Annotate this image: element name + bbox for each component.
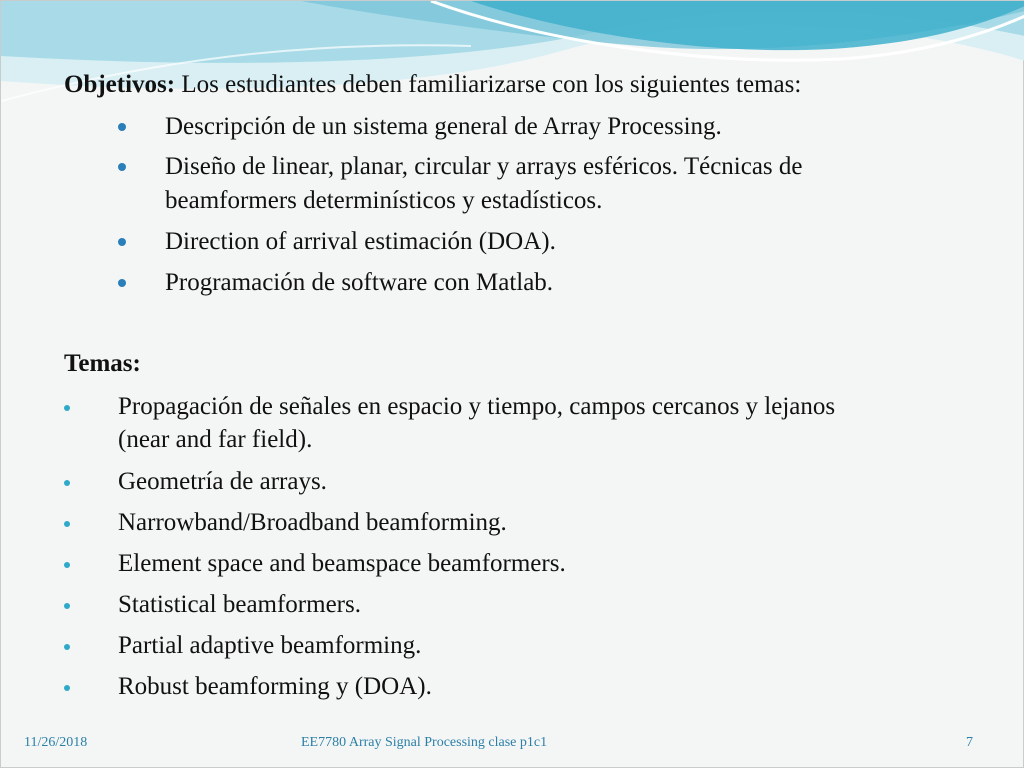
bullet-icon [64, 644, 70, 650]
topic-item: Propagación de señales en espacio y tiempo, campos cercanos y lejanos [118, 393, 836, 420]
topic-item: Statistical beamformers. [118, 591, 361, 618]
topic-item: Partial adaptive beamforming. [118, 632, 422, 659]
topic-item: Geometría de arrays. [118, 468, 327, 495]
objectives-intro-text: Los estudiantes deben familiarizarse con los siguientes temas: [175, 71, 802, 98]
bullet-icon [64, 562, 70, 568]
bullet-icon [64, 603, 70, 609]
bullet-icon [64, 480, 70, 486]
bullet-icon [118, 238, 126, 246]
footer-date: 11/26/2018 [24, 735, 88, 750]
objectives-intro [64, 70, 801, 100]
footer-title: EE7780 Array Signal Processing clase p1c1 [301, 735, 548, 750]
bullet-icon [118, 163, 126, 171]
bullet-icon [118, 123, 126, 131]
topic-item: Element space and beamspace beamformers. [118, 550, 566, 577]
objective-item: Programación de software con Matlab. [165, 269, 554, 296]
topic-item: Narrowband/Broadband beamforming. [118, 509, 507, 536]
objective-item: Descripción de un sistema general de Array Processing. [165, 113, 722, 140]
topic-item-continuation: (near and far field). [118, 426, 313, 453]
objectives-label: Objetivos: [64, 71, 176, 98]
bullet-icon [64, 521, 70, 527]
objective-item: Direction of arrival estimación (DOA). [165, 228, 556, 255]
bullet-icon [118, 279, 126, 287]
topic-item: Robust beamforming y (DOA). [118, 673, 432, 700]
objective-item-continuation: beamformers determinísticos y estadísticos. [165, 187, 603, 214]
objective-item: Diseño de linear, planar, circular y arrays esféricos. Técnicas de [165, 153, 803, 180]
bullet-icon [64, 685, 70, 691]
topics-heading: Temas: [64, 350, 141, 377]
page-number: 7 [966, 735, 973, 750]
bullet-icon [64, 405, 70, 411]
